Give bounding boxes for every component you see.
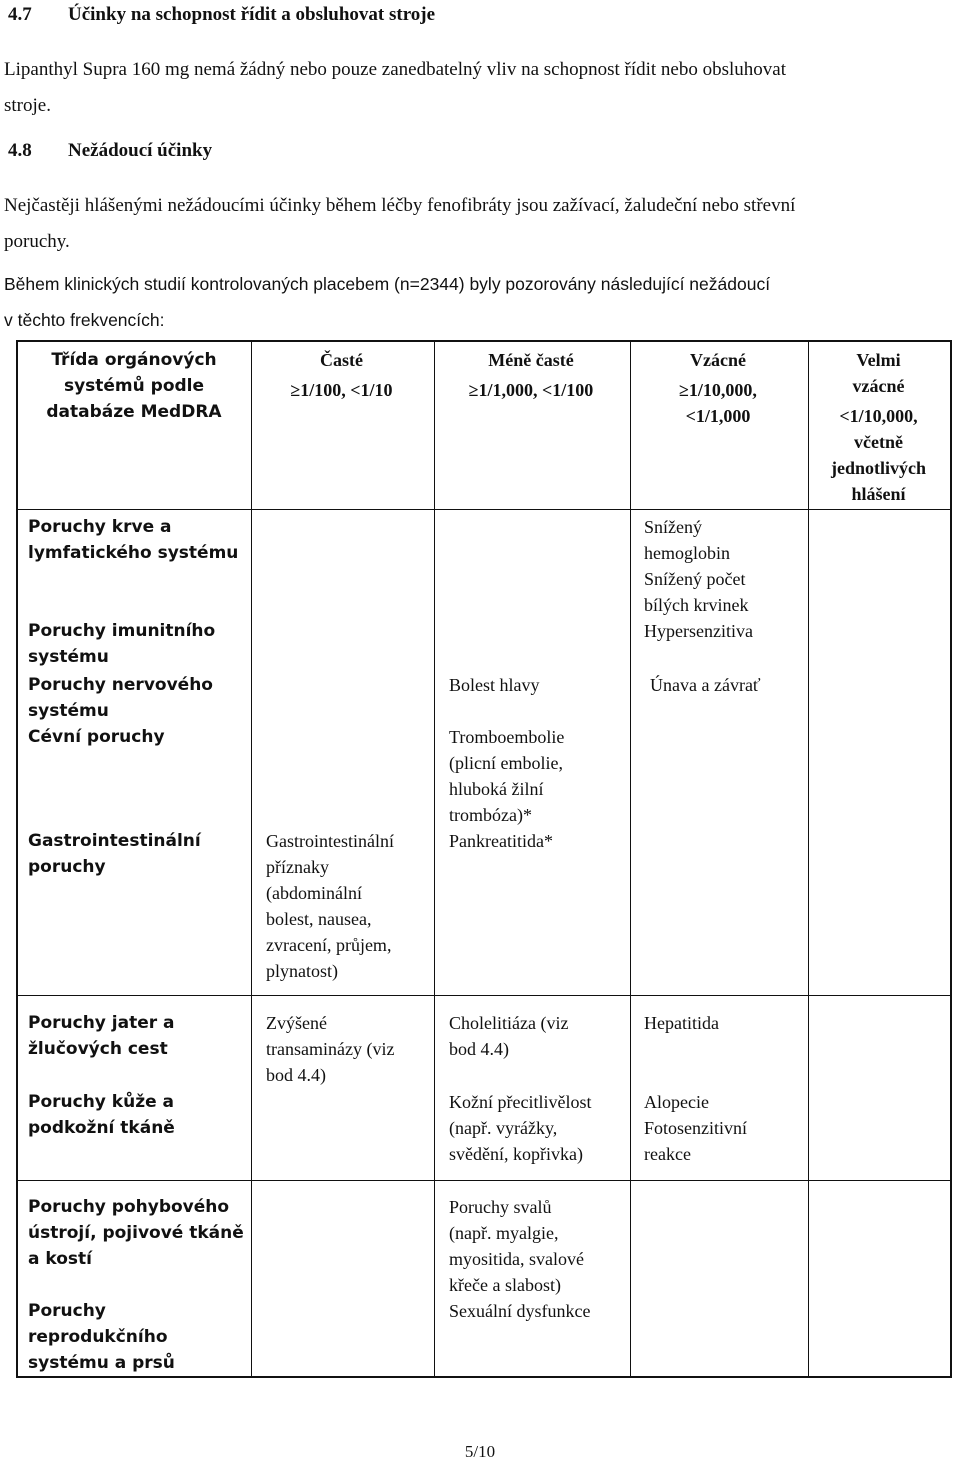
header-line: <1/1,000 <box>685 406 751 426</box>
text-line: Během klinických studií kontrolovaných placebem (n=2344) byly pozorovány následující nežádoucí <box>4 274 771 294</box>
cell-line: podkožní tkáně <box>28 1118 175 1138</box>
cell-line: Poruchy jater a <box>28 1013 175 1033</box>
cell-line: svědění, kopřivka) <box>449 1144 583 1164</box>
cell-line: (plicní embolie, <box>449 753 563 773</box>
section-heading-4-8 <box>8 140 212 162</box>
row-blood-rare <box>644 514 748 618</box>
row-immune-rare <box>644 618 753 644</box>
cell-line: plynatost) <box>266 961 338 981</box>
table-column-divider <box>434 342 435 1376</box>
header-line: hlášení <box>851 484 906 504</box>
cell-line: reakce <box>644 1144 691 1164</box>
header-system-class <box>18 347 250 425</box>
header-rare <box>629 347 807 429</box>
header-line: databáze MedDRA <box>46 402 222 422</box>
cell-line: ústrojí, pojivové tkáně <box>28 1223 244 1243</box>
header-line: systémů podle <box>63 376 205 396</box>
row-vascular-uncommon <box>449 724 564 828</box>
section-4-7-text <box>4 52 956 124</box>
header-uncommon <box>433 347 629 403</box>
row-hepatobiliary-common <box>266 1010 394 1088</box>
cell-line: systému <box>28 701 109 721</box>
row-skin-system <box>28 1089 175 1141</box>
cell-line: křeče a slabost) <box>449 1275 561 1295</box>
cell-line: zvracení, průjem, <box>266 935 392 955</box>
cell-line: Hepatitida <box>644 1013 719 1033</box>
cell-line: bílých krvinek <box>644 595 749 615</box>
row-vascular-system <box>28 724 165 750</box>
cell-line: Snížený počet <box>644 569 746 589</box>
text-line: poruchy. <box>4 231 70 252</box>
section-number: 4.7 <box>8 4 32 25</box>
header-line: jednotlivých <box>830 458 926 478</box>
cell-line: Bolest hlavy <box>449 675 540 695</box>
page-number: 5/10 <box>464 1442 496 1461</box>
cell-line: příznaky <box>266 857 329 877</box>
header-line: <1/10,000, <box>839 406 918 426</box>
row-nervous-uncommon <box>449 672 540 698</box>
row-nervous-system <box>28 672 213 724</box>
cell-line: poruchy <box>28 857 106 877</box>
cell-line: a kostí <box>28 1249 92 1269</box>
cell-line: Poruchy <box>28 1301 106 1321</box>
cell-line: systému <box>28 647 109 667</box>
cell-line: bod 4.4) <box>449 1039 509 1059</box>
cell-line: Gastrointestinální <box>266 831 394 851</box>
table-column-divider <box>251 342 252 1376</box>
text-line: stroje. <box>4 95 51 116</box>
row-reproductive-uncommon <box>449 1298 590 1324</box>
cell-line: Cévní poruchy <box>28 727 165 747</box>
cell-line: Snížený <box>644 517 702 537</box>
header-line: ≥1/10,000, <box>679 380 757 400</box>
section-4-8-text <box>4 188 956 260</box>
cell-line: reprodukčního <box>28 1327 168 1347</box>
cell-line: Tromboembolie <box>449 727 565 747</box>
cell-line: myositida, svalové <box>449 1249 584 1269</box>
cell-line: transaminázy (viz <box>266 1039 395 1059</box>
cell-line: Poruchy kůže a <box>28 1092 175 1112</box>
cell-line: bolest, nausea, <box>266 909 372 929</box>
row-blood-system <box>28 514 238 566</box>
table-column-divider <box>630 342 631 1376</box>
row-hepatobiliary-system <box>28 1010 175 1062</box>
cell-line: Gastrointestinální <box>28 831 201 851</box>
cell-line: systému a prsů <box>28 1353 175 1373</box>
row-nervous-rare <box>650 672 761 698</box>
cell-line: hluboká žilní <box>449 779 544 799</box>
section-number: 4.8 <box>8 140 32 161</box>
row-skin-rare <box>644 1089 747 1167</box>
header-line: vzácné <box>852 376 905 396</box>
row-hepatobiliary-rare <box>644 1010 719 1036</box>
header-very-rare <box>807 347 950 507</box>
cell-line: Poruchy pohybového <box>28 1197 230 1217</box>
cell-line: Hypersenzitiva <box>644 621 753 641</box>
cell-line: trombóza)* <box>449 805 532 825</box>
text-line: Nejčastěji hlášenými nežádoucími účinky během léčby fenofibráty jsou zažívací, žaludeční nebo střevní <box>4 195 796 216</box>
header-line: ≥1/100, <1/10 <box>290 380 393 400</box>
header-line: Vzácné <box>690 350 746 370</box>
header-line: včetně <box>854 432 903 452</box>
header-line: Méně časté <box>488 350 574 370</box>
cell-line: Sexuální dysfunkce <box>449 1301 591 1321</box>
row-immune-system <box>28 618 215 670</box>
cell-line: Kožní přecitlivělost <box>449 1092 592 1112</box>
cell-line: bod 4.4) <box>266 1065 326 1085</box>
section-title: Účinky na schopnost řídit a obsluhovat stroje <box>68 4 436 25</box>
header-line: ≥1/1,000, <1/100 <box>468 380 594 400</box>
cell-line: hemoglobin <box>644 543 730 563</box>
row-gi-uncommon <box>449 828 553 854</box>
header-line: Velmi <box>856 350 901 370</box>
row-gi-system <box>28 828 201 880</box>
cell-line: Únava a závrať <box>650 675 761 695</box>
section-title: Nežádoucí účinky <box>68 140 213 161</box>
row-hepatobiliary-uncommon <box>449 1010 568 1062</box>
header-common <box>250 347 433 403</box>
cell-line: Fotosenzitivní <box>644 1118 747 1138</box>
row-reproductive-system <box>28 1298 175 1376</box>
row-musculoskeletal-uncommon <box>449 1194 584 1298</box>
row-gi-common <box>266 828 394 984</box>
cell-line: Zvýšené <box>266 1013 327 1033</box>
cell-line: Poruchy krve a <box>28 517 172 537</box>
cell-line: Poruchy imunitního <box>28 621 216 641</box>
table-row-divider <box>18 1180 950 1181</box>
section-heading-4-7 <box>8 4 435 26</box>
cell-line: lymfatického systému <box>28 543 239 563</box>
section-4-8-text-2 <box>4 266 956 338</box>
cell-line: žlučových cest <box>28 1039 168 1059</box>
cell-line: (např. myalgie, <box>449 1223 559 1243</box>
row-musculoskeletal-system <box>28 1194 244 1272</box>
text-line: Lipanthyl Supra 160 mg nemá žádný nebo pouze zanedbatelný vliv na schopnost řídit nebo obsluhovat <box>4 59 786 80</box>
header-line: Časté <box>320 350 363 370</box>
text-line: v těchto frekvencích: <box>4 310 165 330</box>
cell-line: Poruchy nervového <box>28 675 213 695</box>
cell-line: Alopecie <box>644 1092 709 1112</box>
row-skin-uncommon <box>449 1089 591 1167</box>
table-row-divider <box>18 509 950 510</box>
cell-line: Pankreatitida* <box>449 831 553 851</box>
cell-line: Cholelitiáza (viz <box>449 1013 569 1033</box>
cell-line: (abdominální <box>266 883 362 903</box>
table-row-divider <box>18 995 950 996</box>
cell-line: (např. vyrážky, <box>449 1118 558 1138</box>
cell-line: Poruchy svalů <box>449 1197 552 1217</box>
header-line: Třída orgánových <box>51 350 217 370</box>
